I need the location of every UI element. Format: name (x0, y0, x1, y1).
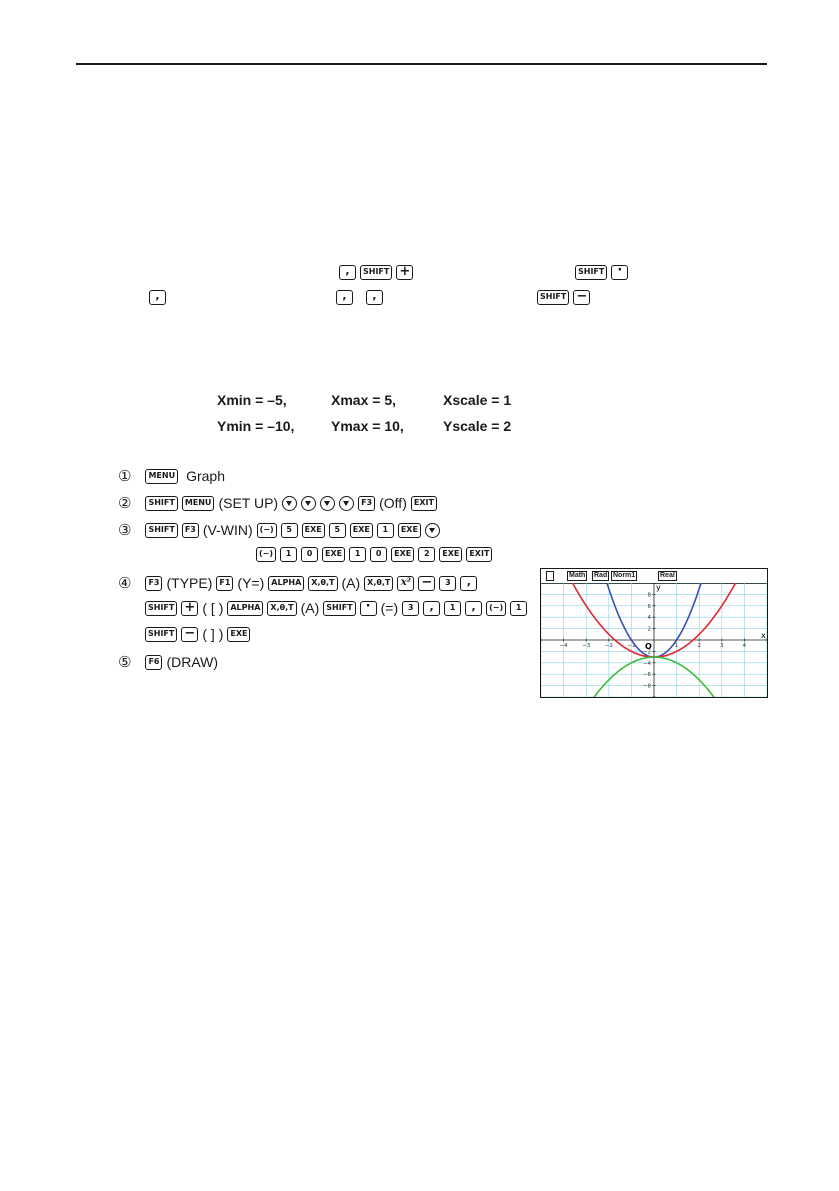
step-4 (118, 574, 477, 592)
comma-key: , (149, 290, 166, 305)
shift-key: SHIFT (145, 627, 177, 642)
document-icon (546, 571, 554, 581)
math-indicator: Math (569, 572, 586, 579)
exe-key: EXE (227, 627, 250, 642)
digit-1-key: 1 (444, 601, 461, 616)
norm-indicator: Norm1 (613, 572, 636, 579)
negative-key: (−) (257, 523, 277, 538)
dot-key: · (611, 265, 628, 280)
step-text: (Y=) (237, 575, 265, 591)
x-tick-label: −4 (559, 643, 568, 649)
plus-key: + (181, 601, 198, 616)
down-arrow-key-icon (425, 523, 440, 538)
comma-key: , (366, 290, 383, 305)
calculator-screen (540, 568, 768, 698)
digit-1-key: 1 (349, 547, 366, 562)
step-number: ① (118, 467, 132, 485)
minus-key: − (573, 290, 590, 305)
digit-2-key: 2 (418, 547, 435, 562)
comma-key: , (465, 601, 482, 616)
y-tick-label: −4 (642, 660, 651, 667)
comma-key: , (460, 576, 477, 591)
y-tick-label: 8 (647, 592, 651, 599)
down-arrow-key-icon (301, 496, 316, 511)
exe-key: EXE (350, 523, 373, 538)
step-text: (=) (380, 600, 399, 616)
step-text: (Off) (379, 495, 407, 511)
xscale-value: Xscale = 1 (443, 392, 512, 408)
exit-key: EXIT (411, 496, 437, 511)
down-arrow-key-icon (339, 496, 354, 511)
x-tick-label: 4 (742, 643, 747, 649)
y-tick-label: 6 (647, 603, 651, 610)
step-3-continued (256, 547, 492, 562)
key-sequence-shift-dot (575, 265, 628, 280)
status-bar (541, 569, 767, 584)
x-squared-key: x² (397, 576, 414, 591)
shift-key: SHIFT (360, 265, 392, 280)
y-tick-label: −6 (642, 672, 651, 679)
step-number: ③ (118, 521, 132, 539)
xmax-value: Xmax = 5, (331, 392, 396, 408)
step-4-continued-1 (145, 600, 527, 616)
y-tick-label: −2 (642, 649, 651, 656)
y-tick-label: −8 (642, 683, 651, 690)
x-axis-label: x (761, 631, 766, 640)
digit-0-key: 0 (301, 547, 318, 562)
f3-key: F3 (358, 496, 375, 511)
xmin-value: Xmin = –5, (217, 392, 287, 408)
shift-key: SHIFT (145, 523, 177, 538)
alpha-key: ALPHA (268, 576, 304, 591)
exe-key: EXE (391, 547, 414, 562)
step-number: ② (118, 494, 132, 512)
digit-5-key: 5 (329, 523, 346, 538)
digit-3-key: 3 (402, 601, 419, 616)
step-text: ( [ ) (202, 600, 224, 616)
exit-key: EXIT (466, 547, 492, 562)
shift-key: SHIFT (323, 601, 355, 616)
exe-key: EXE (322, 547, 345, 562)
menu-key: MENU (182, 496, 215, 511)
step-text: (A) (300, 600, 320, 616)
digit-0-key: 0 (370, 547, 387, 562)
shift-key: SHIFT (145, 601, 177, 616)
plus-key: + (396, 265, 413, 280)
digit-1-key: 1 (377, 523, 394, 538)
comma-key: , (423, 601, 440, 616)
f1-key: F1 (216, 576, 233, 591)
shift-key: SHIFT (537, 290, 569, 305)
digit-5-key: 5 (281, 523, 298, 538)
ymax-value: Ymax = 10, (331, 418, 404, 434)
ymin-value: Ymin = –10, (217, 418, 295, 434)
key-comma-3 (366, 290, 383, 305)
f6-key: F6 (145, 655, 162, 670)
exe-key: EXE (302, 523, 325, 538)
graph-plot (541, 583, 767, 697)
digit-3-key: 3 (439, 576, 456, 591)
real-indicator: Real (660, 572, 675, 579)
header-rule (76, 63, 767, 65)
step-text: (TYPE) (166, 575, 213, 591)
negative-key: (−) (486, 601, 506, 616)
x-tick-label: 2 (697, 643, 701, 649)
key-sequence-shift-minus (537, 290, 590, 305)
down-arrow-key-icon (320, 496, 335, 511)
step-text: (A) (341, 575, 361, 591)
step-2 (118, 494, 437, 512)
x-tick-label: −2 (604, 643, 613, 649)
rad-indicator: Rad (594, 572, 608, 579)
step-text: Graph (186, 468, 225, 484)
x-theta-t-key: X,θ,T (267, 601, 296, 616)
comma-key: , (336, 290, 353, 305)
key-comma-1 (149, 290, 166, 305)
x-tick-label: −1 (627, 643, 636, 649)
step-number: ⑤ (118, 653, 132, 671)
f3-key: F3 (182, 523, 199, 538)
minus-key: − (418, 576, 435, 591)
x-tick-label: 3 (720, 643, 724, 649)
digit-1-key: 1 (280, 547, 297, 562)
step-3 (118, 521, 440, 539)
origin-label: O (645, 642, 652, 651)
x-tick-label: 1 (674, 643, 679, 649)
comma-key: , (339, 265, 356, 280)
step-1 (118, 467, 225, 485)
exe-key: EXE (439, 547, 462, 562)
menu-key: MENU (145, 469, 178, 484)
x-theta-t-key: X,θ,T (308, 576, 337, 591)
step-text: ( ] ) (202, 626, 224, 642)
y-tick-label: 4 (647, 615, 651, 622)
alpha-key: ALPHA (227, 601, 263, 616)
key-comma-2 (336, 290, 353, 305)
step-5 (118, 653, 218, 671)
yscale-value: Yscale = 2 (443, 418, 512, 434)
negative-key: (−) (256, 547, 276, 562)
y-axis-label: y (656, 583, 661, 592)
step-text: (SET UP) (218, 495, 279, 511)
step-number: ④ (118, 574, 132, 592)
dot-key: · (360, 601, 377, 616)
down-arrow-key-icon (282, 496, 297, 511)
exe-key: EXE (398, 523, 421, 538)
f3-key: F3 (145, 576, 162, 591)
step-text: (DRAW) (166, 654, 219, 670)
step-text: (V-WIN) (202, 522, 253, 538)
key-sequence-comma-shift-plus (339, 265, 413, 280)
axes (541, 583, 767, 697)
x-theta-t-key: X,θ,T (364, 576, 393, 591)
step-4-continued-2 (145, 626, 250, 642)
shift-key: SHIFT (575, 265, 607, 280)
digit-1-key: 1 (510, 601, 527, 616)
view-window-params (217, 392, 547, 444)
shift-key: SHIFT (145, 496, 177, 511)
x-tick-label: −3 (582, 643, 591, 649)
minus-key: − (181, 627, 198, 642)
y-tick-label: 2 (647, 626, 651, 633)
